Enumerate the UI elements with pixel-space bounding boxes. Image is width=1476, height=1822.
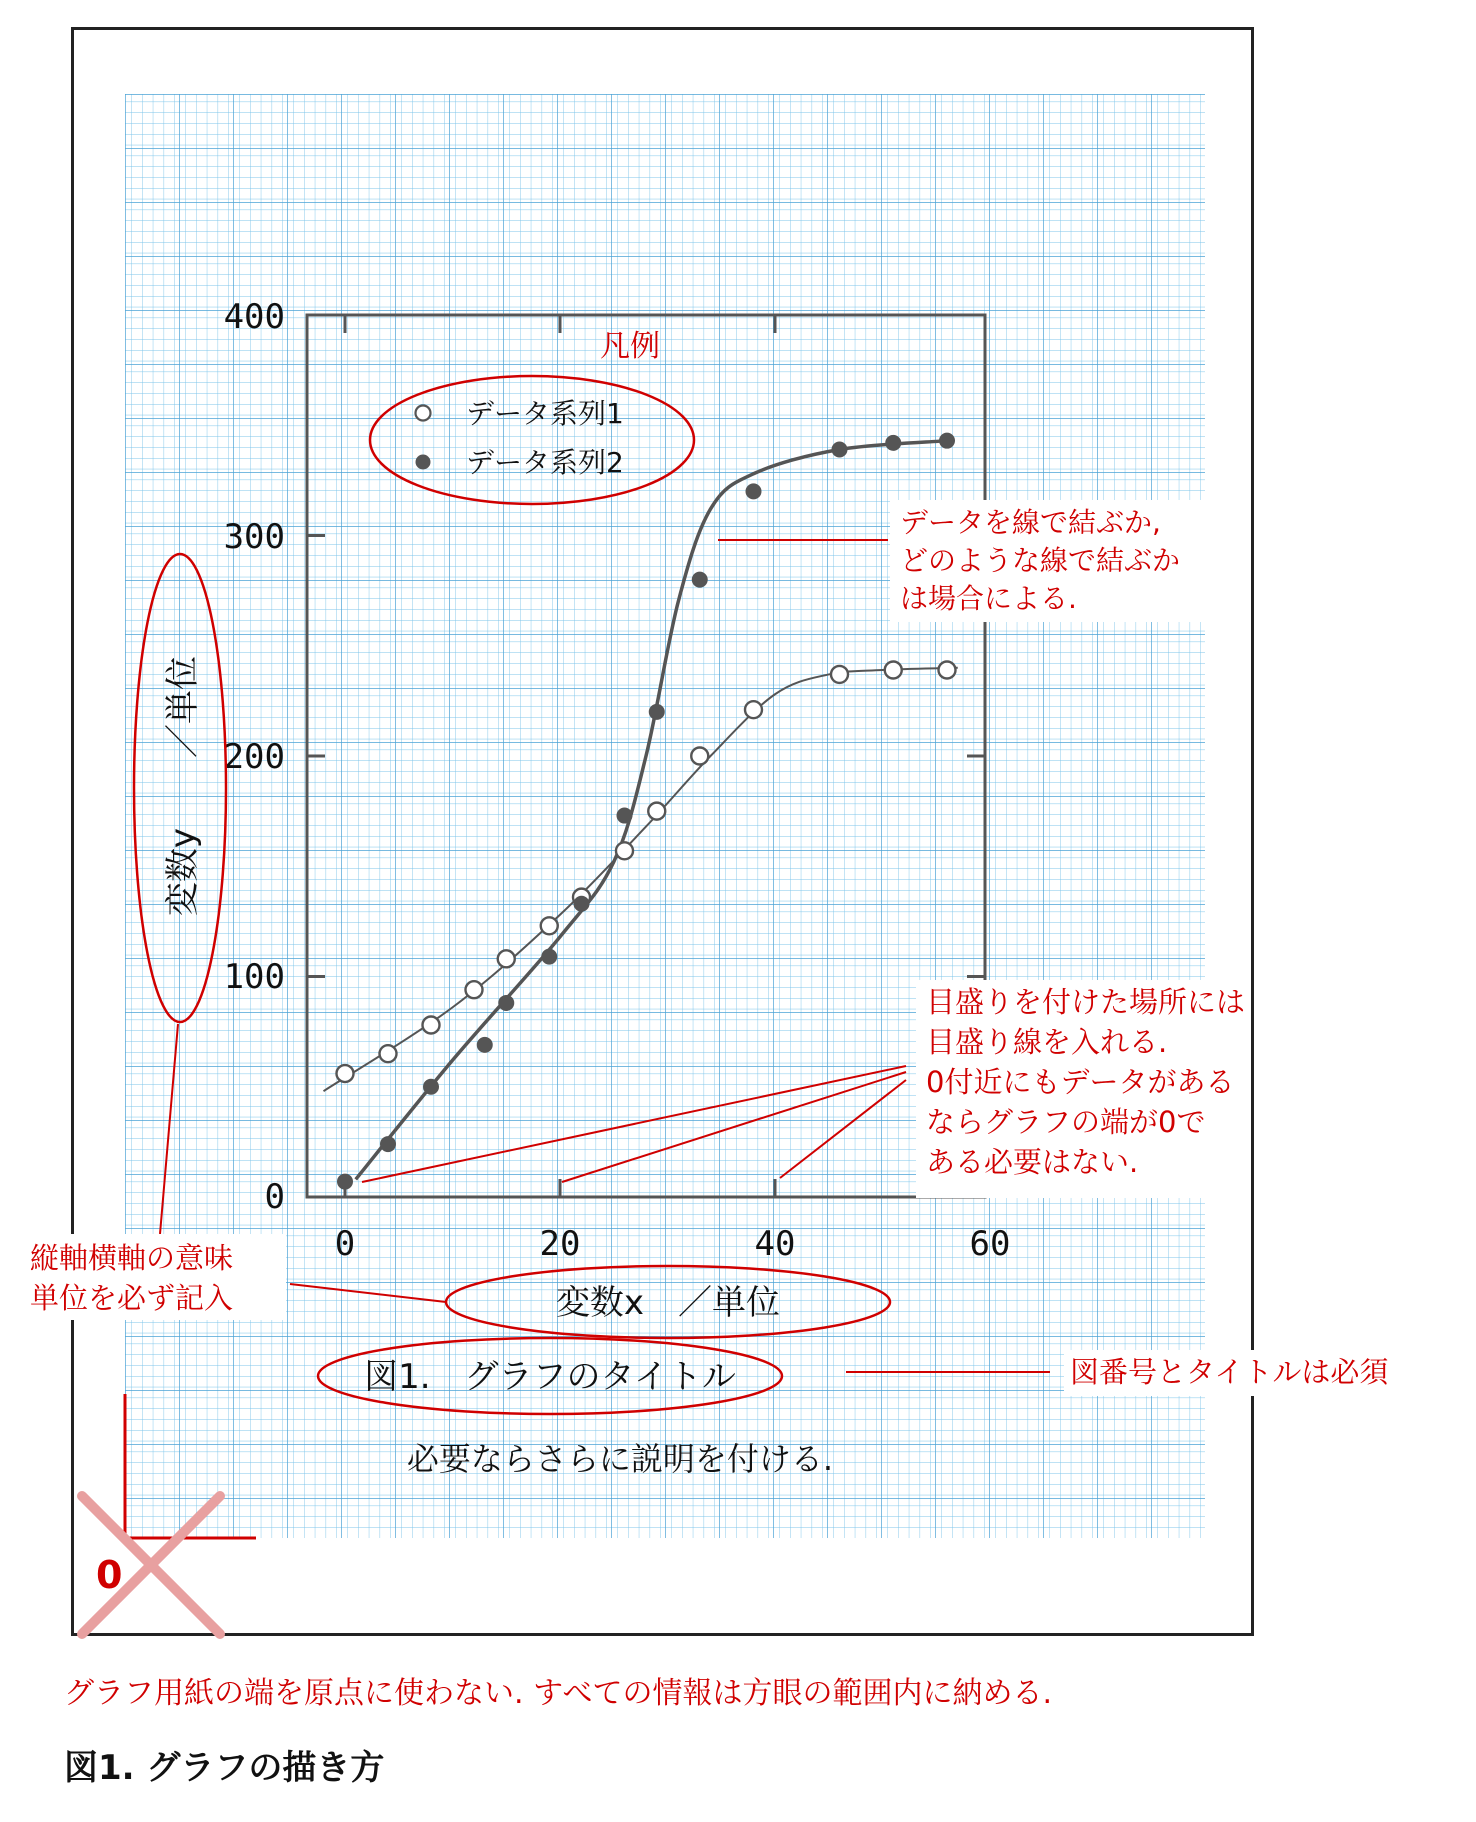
y-tick-label: 300 <box>223 517 285 557</box>
series2-point <box>885 435 901 451</box>
legend-title: 凡例 <box>600 329 660 364</box>
series2-point <box>617 808 633 824</box>
y-tick-label: 100 <box>223 957 285 997</box>
series2-point <box>692 572 708 588</box>
x-tick-label: 60 <box>969 1224 1011 1264</box>
bottom-note: グラフ用紙の端を原点に使わない. すべての情報は方眼の範囲内に納める. <box>64 1676 1053 1711</box>
figure-caption: 図1. グラフの描き方 <box>64 1748 385 1788</box>
x-tick-label: 40 <box>754 1224 796 1264</box>
x-axis-label: 変数x ／単位 <box>555 1283 781 1323</box>
series2-point <box>649 704 665 720</box>
series1-point <box>466 981 483 998</box>
legend-marker-open <box>416 406 431 421</box>
series2-point <box>574 896 590 912</box>
tick-note-line: ある必要はない. <box>926 1145 1139 1179</box>
series1-point <box>616 842 633 859</box>
tick-note-line: 0付近にもデータがある <box>926 1065 1235 1099</box>
axis-note-line: 単位を必ず記入 <box>30 1281 234 1315</box>
y-axis-label-var: 変数y <box>163 828 203 917</box>
y-axis-label-unit: ／単位 <box>163 656 203 758</box>
series1-point <box>831 666 848 683</box>
tick-note-line: 目盛り線を入れる. <box>926 1025 1168 1059</box>
series1-point <box>691 748 708 765</box>
series1-point <box>498 950 515 967</box>
curve-note-line: データを線で結ぶか, <box>900 506 1161 539</box>
series1-point <box>939 662 956 679</box>
y-tick-label: 400 <box>223 297 285 337</box>
x-tick-label: 0 <box>334 1224 356 1264</box>
x-tick-label: 20 <box>539 1224 581 1264</box>
title-note: 図番号とタイトルは必須 <box>1070 1355 1389 1389</box>
tick-note-line: 目盛りを付けた場所には <box>926 985 1246 1019</box>
series1-point <box>885 662 902 679</box>
series2-point <box>832 442 848 458</box>
series1-point <box>337 1065 354 1082</box>
tick-note-line: ならグラフの端が0で <box>926 1105 1206 1139</box>
series2-point <box>380 1136 396 1152</box>
series2-point <box>477 1037 493 1053</box>
series2-point <box>746 483 762 499</box>
curve-note-line: どのような線で結ぶか <box>900 544 1181 577</box>
series1-point <box>423 1017 440 1034</box>
series2-point <box>337 1174 353 1190</box>
curve-note-line: は場合による. <box>900 582 1077 615</box>
legend-marker-filled <box>416 455 431 470</box>
series2-point <box>423 1079 439 1095</box>
figure-title: 図1. グラフのタイトル <box>364 1357 736 1397</box>
axis-note-line: 縦軸横軸の意味 <box>30 1241 234 1275</box>
series1-point <box>541 917 558 934</box>
series1-point <box>380 1045 397 1062</box>
y-tick-label: 0 <box>264 1177 285 1217</box>
series2-point <box>498 995 514 1011</box>
series2-point <box>541 949 557 965</box>
series2-point <box>939 433 955 449</box>
figure-description: 必要ならさらに説明を付ける. <box>406 1440 834 1478</box>
series1-point <box>745 701 762 718</box>
series1-point <box>648 803 665 820</box>
legend-series1-label: データ系列1 <box>466 397 624 430</box>
legend-series2-label: データ系列2 <box>466 446 624 479</box>
paper-edge-origin-label: 0 <box>96 1553 123 1597</box>
y-tick-label: 200 <box>223 737 285 777</box>
